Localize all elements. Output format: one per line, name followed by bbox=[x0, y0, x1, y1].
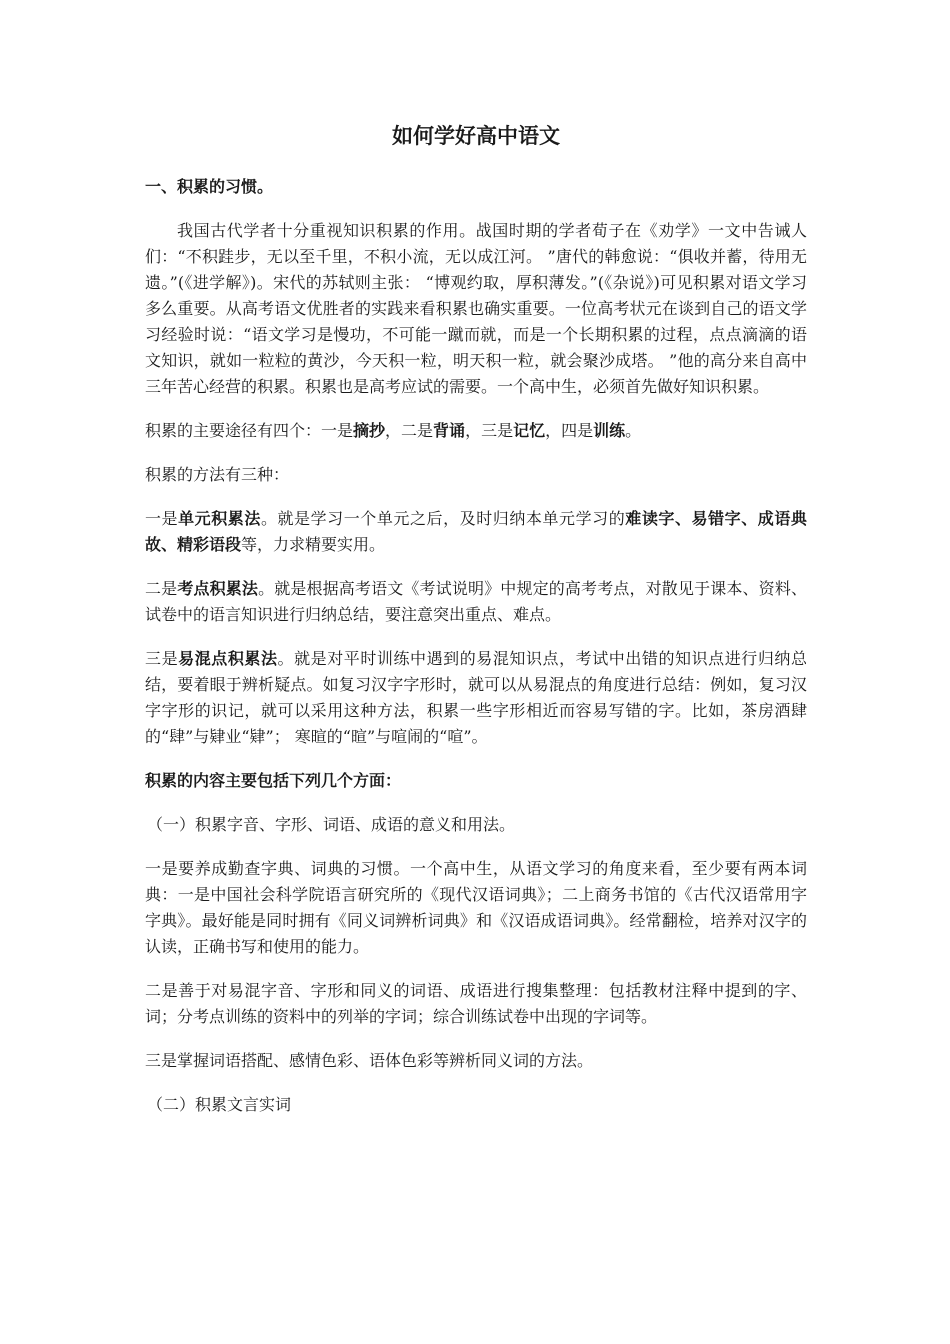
paragraph-method-unit bbox=[145, 506, 807, 558]
text: 三是 bbox=[145, 649, 179, 668]
paragraph-methods-intro: 积累的方法有三种： bbox=[145, 465, 290, 484]
paragraph-collect: 二是善于对易混字音、字形和同义的词语、成语进行搜集整理：包括教材注释中提到的字、词；分考点训练的资料中的列举的字词；综合训练试卷中出现的字词等。 bbox=[145, 981, 807, 1026]
content-heading: 积累的内容主要包括下列几个方面： bbox=[145, 771, 402, 790]
text: 等，力求精要实用。 bbox=[241, 535, 386, 554]
separator: 、 bbox=[674, 509, 692, 528]
section-heading-habit: 一、积累的习惯。 bbox=[145, 177, 274, 196]
keyword: 成语典故 bbox=[145, 509, 807, 554]
text: 。就是对平时训练中遇到的易混知识点，考试中出错的知识点进行归纳总结，要着眼于辨析疑点。如复习汉字字形时，就可以从易混点的角度进行总结：例如，复习汉字字形的识记，就可以采用这种方法，积累一些字形相近而容易写错的字。比如，茶房酒肆的“肆”与肄业“肄”； 寒暄的“暄”与喧闹的“喧”。 bbox=[145, 649, 807, 746]
text: 。就是根据高考语文《考试说明》中规定的高考考点，对散见于课本、资料、试卷中的语言知识进行归纳总结，要注意突出重点、难点。 bbox=[145, 579, 807, 624]
document-title: 如何学好高中语文 bbox=[392, 124, 560, 148]
text: 二是 bbox=[145, 579, 178, 598]
text: ，三是 bbox=[465, 421, 514, 440]
keyword: 易错字 bbox=[691, 509, 742, 528]
separator: 、 bbox=[161, 535, 178, 554]
sub-heading-1: （一）积累字音、字形、词语、成语的意义和用法。 bbox=[147, 815, 516, 834]
keyword: 难读字 bbox=[625, 509, 675, 528]
paragraph-dictionary: 一是要养成勤查字典、词典的习惯。一个高中生，从语文学习的角度来看，至少要有两本词典：一是中国社会科学院语言研究所的《现代汉语词典》；二上商务书馆的《古代汉语常用字字典》。最好能是同时拥有《同义词辨析词典》和《汉语成语词典》。经常翻检，培养对汉字的认读，正确书写和使用的能力。 bbox=[145, 859, 807, 956]
text: 积累的主要途径有四个：一是 bbox=[145, 421, 354, 440]
paragraph-method-confusable bbox=[145, 646, 807, 750]
text: 。 bbox=[625, 421, 642, 440]
text: ，二是 bbox=[385, 421, 434, 440]
paragraph-synonyms: 三是掌握词语搭配、感情色彩、语体色彩等辨析同义词的方法。 bbox=[145, 1051, 594, 1070]
text: ，四是 bbox=[545, 421, 594, 440]
sub-heading-2: （二）积累文言实词 bbox=[147, 1095, 292, 1114]
document-page bbox=[145, 118, 807, 1136]
text: 。就是学习一个单元之后，及时归纳本单元学习的 bbox=[260, 509, 626, 528]
method-name: 易混点积累法 bbox=[178, 649, 278, 668]
separator: 、 bbox=[741, 509, 758, 528]
paragraph-method-exam bbox=[145, 576, 807, 628]
keyword-recite: 背诵 bbox=[433, 421, 466, 440]
keyword: 精彩语段 bbox=[177, 535, 242, 554]
method-name: 考点积累法 bbox=[177, 579, 259, 598]
keyword-training: 训练 bbox=[593, 421, 626, 440]
paragraph-intro: 我国古代学者十分重视知识积累的作用。战国时期的学者荀子在《劝学》一文中告诫人们：“不积跬步，无以至千里，不积小流，无以成江河。 ”唐代的韩愈说：“俱收并蓄，待用无遗。”(《进学解》)。宋代的苏轼则主张： “博观约取，厚积薄发。”(《杂说》)可见积累对语文学习多么重要。从高考语文优胜者的实践来看积累也确实重要。一位高考状元在谈到自己的语文学习经验时说：“语文学习是慢功，不可能一蹴而就，而是一个长期积累的过程，点点滴滴的语文知识，就如一粒粒的黄沙，今天积一粒，明天积一粒，就会聚沙成塔。 ”他的高分来自高中三年苦心经营的积累。积累也是高考应试的需要。一个高中生，必须首先做好知识积累。 bbox=[145, 221, 807, 396]
method-name: 单元积累法 bbox=[178, 509, 261, 528]
keyword-excerpt: 摘抄 bbox=[353, 421, 386, 440]
paragraph-ways bbox=[145, 418, 807, 444]
text: 一是 bbox=[145, 509, 179, 528]
keyword-memory: 记忆 bbox=[513, 421, 546, 440]
